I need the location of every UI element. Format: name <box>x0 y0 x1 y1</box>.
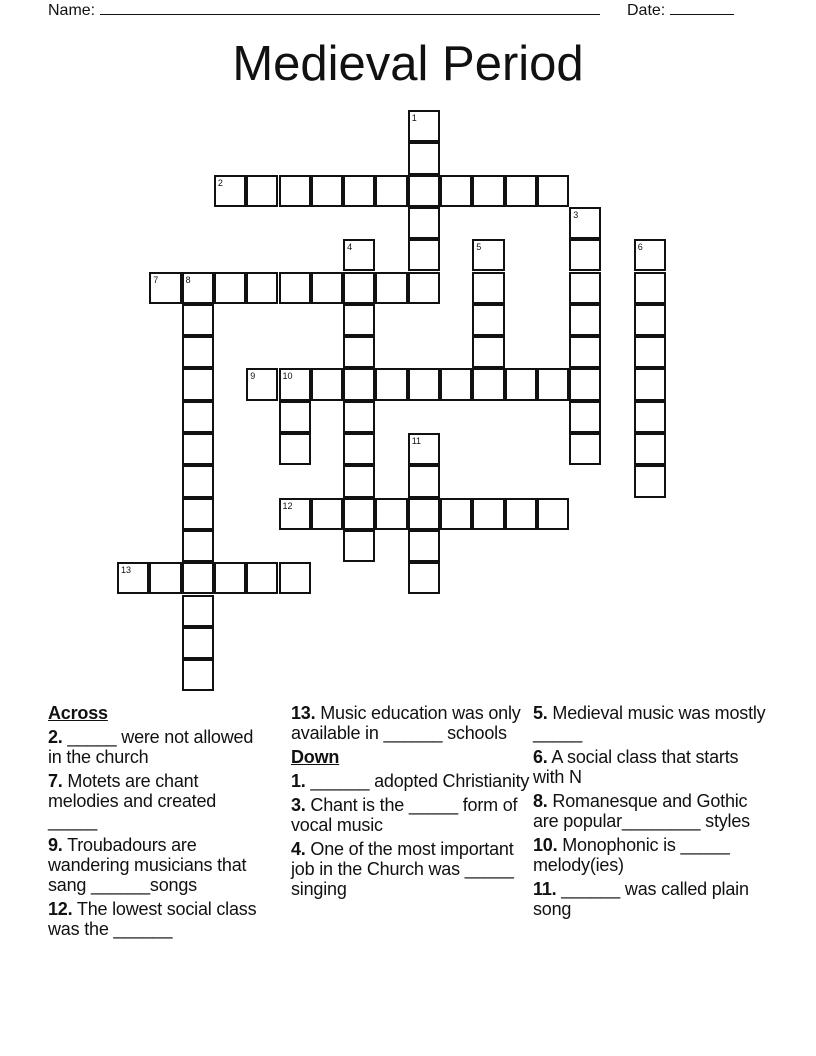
clue-number: 6. <box>533 747 548 767</box>
clue-down-3 <box>291 795 531 835</box>
clue-text: ______ adopted Christianity <box>305 771 530 791</box>
grid-cell[interactable] <box>149 562 181 594</box>
clue-across-2 <box>48 727 263 767</box>
grid-cell[interactable] <box>408 368 440 400</box>
date-label: Date: <box>627 2 666 19</box>
grid-cell[interactable] <box>375 272 407 304</box>
clue-text: A social class that starts with N <box>533 747 739 787</box>
cell-number: 4 <box>347 242 353 253</box>
clue-text: Romanesque and Gothic are popular________ styles <box>533 791 750 831</box>
grid-cell[interactable] <box>182 336 214 368</box>
grid-cell[interactable] <box>505 368 537 400</box>
grid-cell[interactable] <box>505 175 537 207</box>
clue-number: 11. <box>533 879 557 899</box>
grid-cell[interactable] <box>343 498 375 530</box>
cell-number: 12 <box>282 500 293 511</box>
clue-text: One of the most important job in the Church was _____ singing <box>291 839 514 899</box>
cell-number: 2 <box>217 177 223 188</box>
grid-cell[interactable] <box>440 498 472 530</box>
clue-number: 12. <box>48 899 73 919</box>
clue-text: Chant is the _____ form of vocal music <box>291 795 518 835</box>
grid-cell[interactable] <box>472 175 504 207</box>
grid-cell[interactable] <box>149 272 181 304</box>
grid-cell[interactable] <box>472 239 504 271</box>
grid-cell[interactable] <box>537 498 569 530</box>
grid-cell[interactable] <box>279 498 311 530</box>
grid-cell[interactable] <box>182 433 214 465</box>
clue-text: The lowest social class was the ______ <box>48 899 257 939</box>
grid-cell[interactable] <box>182 659 214 691</box>
grid-cell[interactable] <box>569 304 601 336</box>
clue-down-5 <box>533 703 773 743</box>
grid-cell[interactable] <box>343 175 375 207</box>
name-label: Name: <box>48 2 96 19</box>
grid-cell[interactable] <box>182 627 214 659</box>
clue-down-8 <box>533 791 773 831</box>
grid-cell[interactable] <box>408 465 440 497</box>
clue-number: 2. <box>48 727 63 747</box>
clue-number: 4. <box>291 839 306 859</box>
clues-column-2 <box>291 703 531 903</box>
grid-cell[interactable] <box>182 465 214 497</box>
cell-number: 3 <box>573 209 579 220</box>
grid-cell[interactable] <box>569 368 601 400</box>
grid-cell[interactable] <box>440 175 472 207</box>
grid-cell[interactable] <box>375 368 407 400</box>
clue-number: 13. <box>291 703 316 723</box>
clues-column-1 <box>48 703 263 943</box>
clue-number: 8. <box>533 791 548 811</box>
grid-cell[interactable] <box>472 272 504 304</box>
grid-cell[interactable] <box>343 401 375 433</box>
clue-text: ______ was called plain song <box>533 879 749 919</box>
clue-text: Motets are chant melodies and created _____ <box>48 771 217 831</box>
grid-cell[interactable] <box>182 401 214 433</box>
cell-number: 7 <box>153 274 159 285</box>
clue-number: 5. <box>533 703 548 723</box>
grid-cell[interactable] <box>569 401 601 433</box>
grid-cell[interactable] <box>408 110 440 142</box>
grid-cell[interactable] <box>182 498 214 530</box>
grid-cell[interactable] <box>214 272 246 304</box>
clue-text: Medieval music was mostly _____ <box>533 703 766 743</box>
grid-cell[interactable] <box>569 336 601 368</box>
grid-cell[interactable] <box>634 465 666 497</box>
clue-across-9 <box>48 835 263 895</box>
clue-across-13 <box>291 703 531 743</box>
grid-cell[interactable] <box>634 272 666 304</box>
grid-cell[interactable] <box>214 562 246 594</box>
down-heading: Down <box>291 747 340 767</box>
grid-cell[interactable] <box>343 433 375 465</box>
grid-cell[interactable] <box>408 530 440 562</box>
grid-cell[interactable] <box>343 465 375 497</box>
grid-cell[interactable] <box>408 207 440 239</box>
clue-across-12 <box>48 899 263 939</box>
clue-text: Monophonic is _____ melody(ies) <box>533 835 730 875</box>
grid-cell[interactable] <box>343 272 375 304</box>
clue-number: 10. <box>533 835 558 855</box>
grid-cell[interactable] <box>569 207 601 239</box>
cell-number: 1 <box>411 113 417 123</box>
grid-cell[interactable] <box>472 304 504 336</box>
grid-cell[interactable] <box>537 368 569 400</box>
grid-cell[interactable] <box>117 562 149 594</box>
grid-cell[interactable] <box>343 368 375 400</box>
grid-cell[interactable] <box>182 562 214 594</box>
grid-cell[interactable] <box>569 433 601 465</box>
grid-cell[interactable] <box>472 336 504 368</box>
clue-number: 1. <box>291 771 306 791</box>
grid-cell[interactable] <box>634 433 666 465</box>
grid-cell[interactable] <box>537 175 569 207</box>
grid-cell[interactable] <box>182 272 214 304</box>
grid-cell[interactable] <box>634 401 666 433</box>
grid-cell[interactable] <box>569 272 601 304</box>
clue-down-6 <box>533 747 773 787</box>
clue-down-11 <box>533 879 773 919</box>
clue-text: Music education was only available in ______ schools <box>291 703 521 743</box>
grid-cell[interactable] <box>375 175 407 207</box>
page-title: Medieval Period <box>232 37 584 91</box>
grid-cell[interactable] <box>246 272 278 304</box>
grid-cell[interactable] <box>408 433 440 465</box>
cell-number: 11 <box>411 436 422 446</box>
grid-cell[interactable] <box>311 368 343 400</box>
grid-cell[interactable] <box>182 368 214 400</box>
clue-down-1 <box>291 771 531 791</box>
grid-cell[interactable] <box>246 562 278 594</box>
grid-cell[interactable] <box>343 304 375 336</box>
grid-cell[interactable] <box>214 175 246 207</box>
grid-cell[interactable] <box>343 336 375 368</box>
grid-cell[interactable] <box>182 530 214 562</box>
grid-cell[interactable] <box>408 175 440 207</box>
grid-cell[interactable] <box>279 368 311 400</box>
grid-cell[interactable] <box>279 562 311 594</box>
clues-column-3 <box>533 703 773 923</box>
grid-cell[interactable] <box>279 401 311 433</box>
grid-cell[interactable] <box>569 239 601 271</box>
grid-cell[interactable] <box>246 175 278 207</box>
grid-cell[interactable] <box>634 336 666 368</box>
grid-cell[interactable] <box>279 433 311 465</box>
grid-cell[interactable] <box>472 498 504 530</box>
grid-cell[interactable] <box>279 175 311 207</box>
grid-cell[interactable] <box>408 562 440 594</box>
grid-cell[interactable] <box>472 368 504 400</box>
grid-cell[interactable] <box>408 272 440 304</box>
grid-cell[interactable] <box>634 368 666 400</box>
grid-cell[interactable] <box>182 304 214 336</box>
grid-cell[interactable] <box>634 239 666 271</box>
grid-cell[interactable] <box>182 595 214 627</box>
cell-number: 9 <box>250 371 256 382</box>
clue-down-4 <box>291 839 531 899</box>
cell-number: 8 <box>185 274 191 285</box>
clue-text: Troubadours are wandering musicians that sang ______songs <box>48 835 247 895</box>
grid-cell[interactable] <box>343 530 375 562</box>
grid-cell[interactable] <box>343 239 375 271</box>
grid-cell[interactable] <box>408 142 440 174</box>
grid-cell[interactable] <box>311 272 343 304</box>
grid-cell[interactable] <box>408 239 440 271</box>
grid-cell[interactable] <box>375 498 407 530</box>
clue-number: 9. <box>48 835 63 855</box>
grid-cell[interactable] <box>634 304 666 336</box>
clue-down-10 <box>533 835 773 875</box>
cell-number: 6 <box>637 242 643 253</box>
grid-cell[interactable] <box>311 498 343 530</box>
clue-number: 7. <box>48 771 63 791</box>
grid-cell[interactable] <box>311 175 343 207</box>
cell-number: 5 <box>476 242 482 253</box>
grid-cell[interactable] <box>440 368 472 400</box>
grid-cell[interactable] <box>279 272 311 304</box>
clue-text: _____ were not allowed in the church <box>48 727 254 767</box>
grid-cell[interactable] <box>246 368 278 400</box>
grid-cell[interactable] <box>408 498 440 530</box>
across-heading: Across <box>48 703 108 723</box>
cell-number: 13 <box>121 565 132 576</box>
clue-number: 3. <box>291 795 306 815</box>
clue-across-7 <box>48 771 263 831</box>
grid-cell[interactable] <box>505 498 537 530</box>
cell-number: 10 <box>282 371 293 382</box>
